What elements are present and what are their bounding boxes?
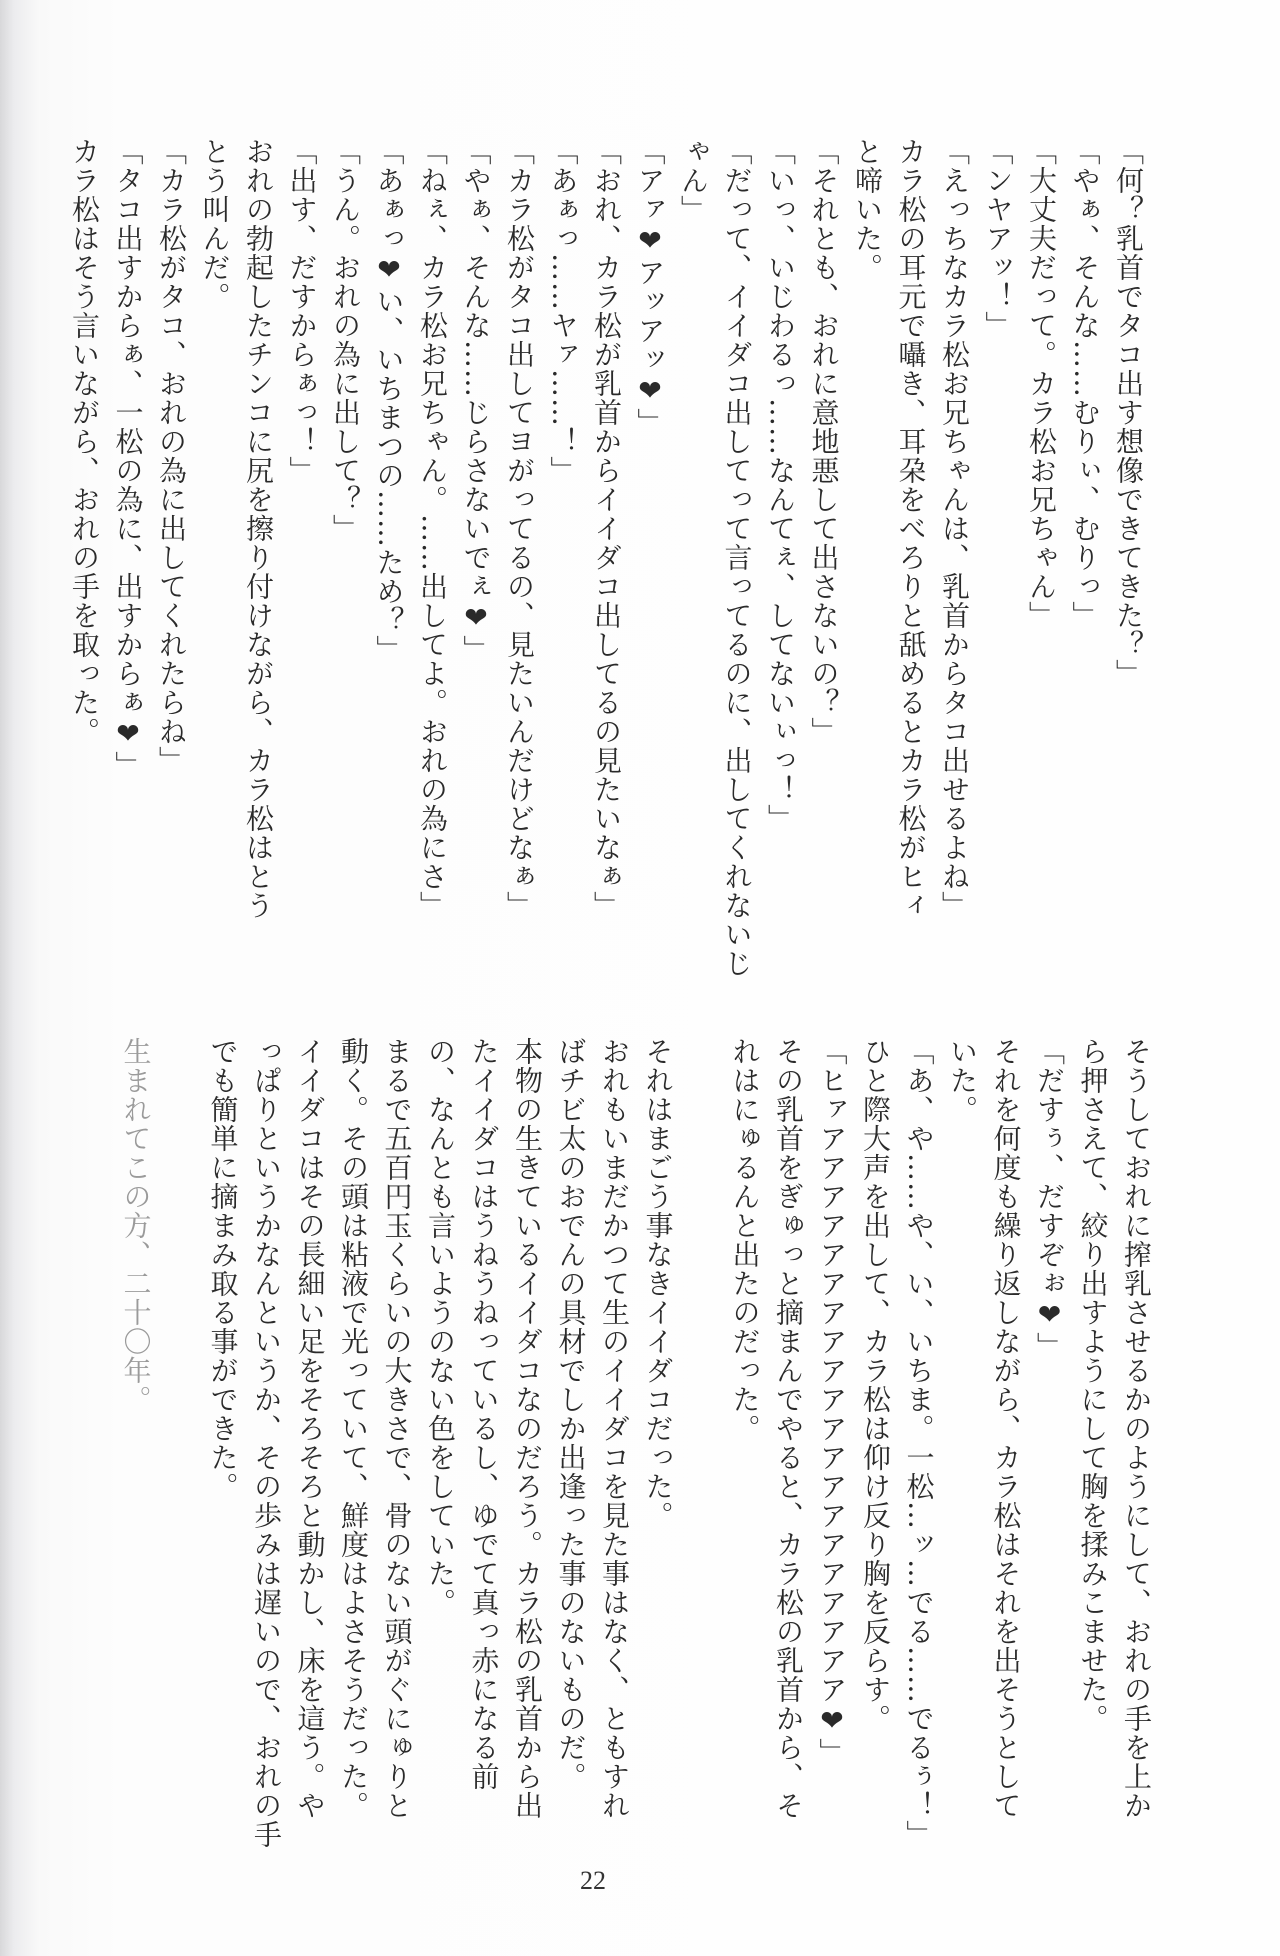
text-block-lower (114, 1037, 1158, 1867)
text-line: おれの勃起したチンコに尻を擦り付けながら、カラ松はとう (242, 137, 275, 920)
text-line: 「えっちなカラ松お兄ちゃんは、乳首からタコ出せるよね」 (938, 137, 971, 920)
text-line: 「大丈夫だって。カラ松お兄ちゃん」 (1025, 137, 1058, 630)
text-line: 「やぁ、そんな……じらさないでぇ❤」 (459, 137, 493, 664)
text-line: でも簡単に摘まみ取る事ができた。 (206, 1037, 240, 1501)
text-line: 「うん。おれの為に出して？」 (329, 137, 362, 543)
text-line: 「あぁっ……ヤァ……！」 (546, 137, 580, 485)
text-line: 「やぁ、そんな……むりぃ、むりっ」 (1068, 137, 1102, 630)
text-line: 「それとも、おれに意地悪して出さないの？」 (807, 137, 841, 746)
text-line: 「ヒァアアアアアアアアアアアアアアアアアアアア❤」 (815, 1037, 849, 1767)
text-line: 「タコ出すからぁ、一松の為に、出すからぁ❤」 (111, 137, 145, 780)
text-line: 「おれ、カラ松が乳首からイイダコ出してるの見たいなぁ」 (590, 137, 623, 920)
text-line: 「だって、イイダコ出してって言ってるのに、出してくれないじ (720, 137, 754, 978)
text-line: ひと際大声を出して、カラ松は仰け反り胸を反らす。 (859, 1037, 892, 1733)
text-line: 「いっ、いじわるっ……なんてぇ、してないぃっ！」 (764, 137, 797, 833)
text-line: 「ねぇ、カラ松お兄ちゃん。……出してよ。おれの為にさ」 (416, 137, 449, 920)
text-line: 「アァ❤アッアッ❤」 (633, 137, 667, 437)
text-line: 「あぁっ❤い、いちまつの……ため？」 (372, 137, 406, 664)
text-line: カラ松はそう言いながら、おれの手を取った。 (68, 137, 101, 746)
text-line: 「何？乳首でタコ出す想像できてきた？」 (1112, 137, 1145, 688)
text-line: まるで五百円玉くらいの大きさで、骨のない頭がぐにゅりと (380, 1037, 414, 1820)
text-line: それはまごう事なきイイダコだった。 (641, 1037, 675, 1530)
text-line: いた。 (946, 1037, 979, 1124)
text-line: ゃん」 (677, 137, 710, 224)
text-line: っぱりというかなんというか、その歩みは遅いので、おれの手 (250, 1037, 283, 1849)
text-line: 「出す、だすからぁっ！」 (285, 137, 319, 485)
text-line: とう叫んだ。 (198, 137, 232, 311)
text-block-upper (63, 137, 1151, 978)
text-line: ばチビ太のおでんの具材でしか出逢った事のないものだ。 (554, 1037, 588, 1791)
text-line: 「ンヤアッ！」 (981, 137, 1015, 340)
text-line: ら押さえて、絞り出すようにして胸を揉みこませた。 (1076, 1037, 1110, 1733)
text-line: 「カラ松がタコ出してヨがってるの、見たいんだけどなぁ」 (503, 137, 536, 920)
page-number: 22 (580, 1866, 606, 1895)
text-line: れはにゅるんと出たのだった。 (728, 1037, 762, 1443)
text-line (680, 1037, 724, 1867)
text-line: 動く。その頭は粘液で光っていて、鮮度はよさそうだった。 (337, 1037, 370, 1820)
text-line (158, 1037, 202, 1867)
text-line: と啼いた。 (851, 137, 884, 282)
text-line: 本物の生きているイイダコなのだろう。カラ松の乳首から出 (511, 1037, 544, 1820)
text-line: それを何度も繰り返しながら、カラ松はそれを出そうとして (989, 1037, 1023, 1820)
text-line: そうしておれに搾乳させるかのようにして、おれの手を上か (1120, 1037, 1153, 1820)
text-line: おれもいまだかつて生のイイダコを見た事はなく、ともすれ (598, 1037, 631, 1820)
text-line: 「だすぅ、だすぞぉ❤」 (1033, 1037, 1066, 1361)
text-line: 生まれてこの方、二十〇年。 (119, 1037, 153, 1414)
text-line: たイイダコはうねうねっているし、ゆでて真っ赤になる前 (467, 1037, 501, 1791)
text-line: カラ松の耳元で囁き、耳朶をべろりと舐めるとカラ松がヒィ (894, 137, 928, 920)
text-line: の、なんとも言いようのない色をしていた。 (424, 1037, 457, 1617)
text-line: イイダコはその長細い足をそろそろと動かし、床を這う。や (293, 1037, 327, 1820)
text-line: 「あ、や……や、い、いちま。一松…ッ…でる……でるぅ！」 (902, 1037, 936, 1849)
text-line: 「カラ松がタコ、おれの為に出してくれたらね」 (155, 137, 188, 775)
text-line: その乳首をぎゅっと摘まんでやると、カラ松の乳首から、そ (772, 1037, 805, 1820)
